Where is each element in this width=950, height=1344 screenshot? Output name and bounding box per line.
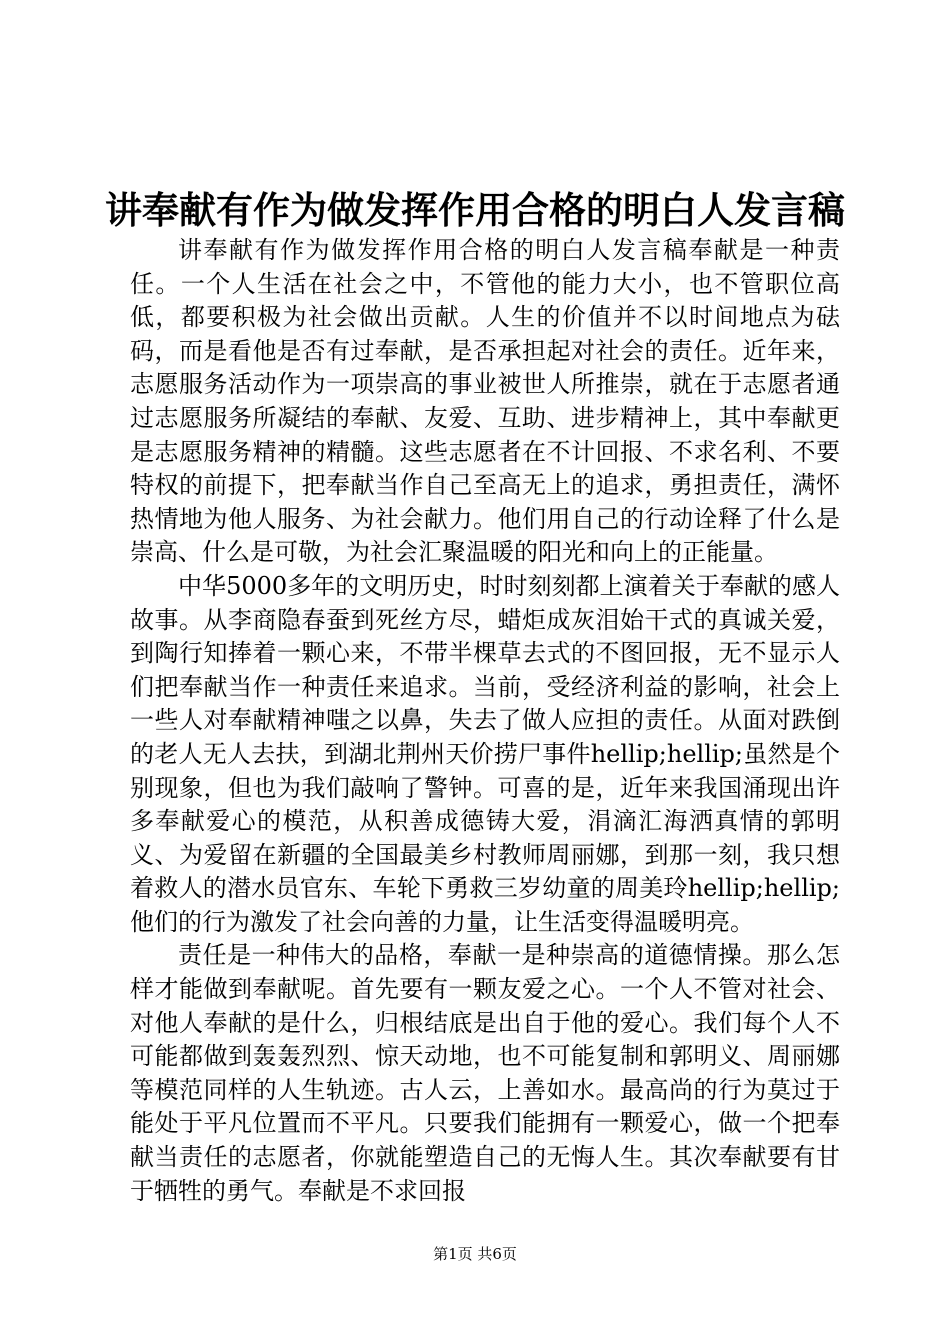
paragraph-2: 中华5000多年的文明历史，时时刻刻都上演着关于奉献的感人故事。从李商隐春蚕到死丝方尽，蜡炬成灰泪始干式的真诚关爱，到陶行知捧着一颗心来，不带半棵草去式的不图回报，无不显示人们把奉献当作一种责任来追求。当前，受经济利益的影响，社会上一些人对奉献精神嗤之以鼻，失去了做人应担的责任。从面对跌倒的老人无人去扶，到湖北荆州天价捞尸事件hellip;hellip;虽然是个别现象，但也为我们敲响了警钟。可喜的是，近年来我国涌现出许多奉献爱心的模范，从积善成德铸大爱，涓滴汇海洒真情的郭明义、为爱留在新疆的全国最美乡村教师周丽娜，到那一刻，我只想着救人的潜水员官东、车轮下勇救三岁幼童的周美玲hellip;hellip;他们的行为激发了社会向善的力量，让生活变得温暖明亮。 bbox=[130, 571, 840, 936]
document-body bbox=[130, 234, 840, 1208]
paragraph-1: 讲奉献有作为做发挥作用合格的明白人发言稿奉献是一种责任。一个人生活在社会之中，不管他的能力大小，也不管职位高低，都要积极为社会做出贡献。人生的价值并不以时间地点为砝码，而是看他是否有过奉献，是否承担起对社会的责任。近年来，志愿服务活动作为一项崇高的事业被世人所推崇，就在于志愿者通过志愿服务所凝结的奉献、友爱、互助、进步精神上，其中奉献更是志愿服务精神的精髓。这些志愿者在不计回报、不求名利、不要特权的前提下，把奉献当作自己至高无上的追求，勇担责任，满怀热情地为他人服务、为社会献力。他们用自己的行动诠释了什么是崇高、什么是可敬，为社会汇聚温暖的阳光和向上的正能量。 bbox=[130, 236, 840, 567]
page-footer: 第1页 共6页 bbox=[433, 1245, 517, 1263]
document-title: 讲奉献有作为做发挥作用合格的明白人发言稿 bbox=[105, 188, 845, 232]
paragraph-3: 责任是一种伟大的品格，奉献一是种崇高的道德情操。那么怎样才能做到奉献呢。首先要有一颗友爱之心。一个人不管对社会、对他人奉献的是什么，归根结底是出自于他的爱心。我们每个人不可能都做到轰轰烈烈、惊天动地，也不可能复制和郭明义、周丽娜等模范同样的人生轨迹。古人云，上善如水。最高尚的行为莫过于能处于平凡位置而不平凡。只要我们能拥有一颗爱心，做一个把奉献当责任的志愿者，你就能塑造自己的无悔人生。其次奉献要有甘于牺牲的勇气。奉献是不求回报 bbox=[130, 941, 840, 1205]
